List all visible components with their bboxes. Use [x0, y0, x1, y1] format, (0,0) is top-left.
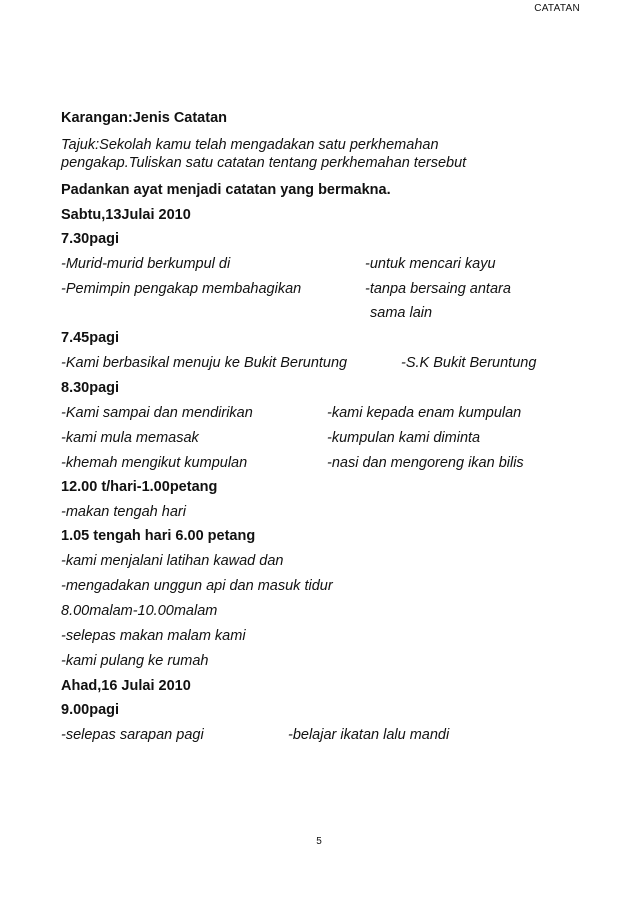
time-heading: 1.05 tengah hari 6.00 petang [61, 528, 256, 544]
sentence-right: -belajar ikatan lalu mandi [288, 727, 450, 743]
sentence: -selepas makan malam kami [61, 628, 246, 644]
time-line: 8.00malam-10.00malam [61, 603, 218, 619]
tajuk-line-2: pengakap.Tuliskan satu catatan tentang perkhemahan tersebut [61, 155, 467, 171]
sentence-left: -khemah mengikut kumpulan [61, 455, 248, 471]
sentence-right: -kami kepada enam kumpulan [327, 405, 522, 421]
date-heading-1: Sabtu,13Julai 2010 [61, 207, 191, 223]
time-heading: 12.00 t/hari-1.00petang [61, 479, 218, 495]
time-heading: 8.30pagi [61, 380, 120, 396]
sentence-left: -selepas sarapan pagi [61, 727, 204, 743]
sentence-left: -Kami berbasikal menuju ke Bukit Beruntung [61, 355, 348, 371]
page-header: CATATAN [534, 3, 580, 14]
sentence: -makan tengah hari [61, 504, 186, 520]
time-heading: 9.00pagi [61, 702, 120, 718]
sentence: -mengadakan unggun api dan masuk tidur [61, 578, 333, 594]
sentence-right: -kumpulan kami diminta [327, 430, 481, 446]
sentence: -kami menjalani latihan kawad dan [61, 553, 284, 569]
sentence-left: -Murid-murid berkumpul di [61, 256, 231, 272]
instruction: Padankan ayat menjadi catatan yang bermakna. [61, 182, 391, 198]
essay-title: Karangan:Jenis Catatan [61, 110, 227, 126]
time-heading: 7.30pagi [61, 231, 120, 247]
sentence-right: -untuk mencari kayu [365, 256, 496, 272]
sentence-left: -Kami sampai dan mendirikan [61, 405, 253, 421]
page-number: 5 [316, 836, 322, 847]
date-heading-2: Ahad,16 Julai 2010 [61, 678, 191, 694]
tajuk-line-1: Tajuk:Sekolah kamu telah mengadakan satu perkhemahan [61, 137, 439, 153]
sentence-right: -tanpa bersaing antara [365, 281, 511, 297]
time-heading: 7.45pagi [61, 330, 120, 346]
sentence-left: -Pemimpin pengakap membahagikan [61, 281, 302, 297]
sentence-right: -nasi dan mengoreng ikan bilis [327, 455, 524, 471]
sentence-right: -S.K Bukit Beruntung [401, 355, 537, 371]
sentence-left: -kami mula memasak [61, 430, 199, 446]
sentence-right: sama lain [370, 305, 433, 321]
sentence: -kami pulang ke rumah [61, 653, 209, 669]
